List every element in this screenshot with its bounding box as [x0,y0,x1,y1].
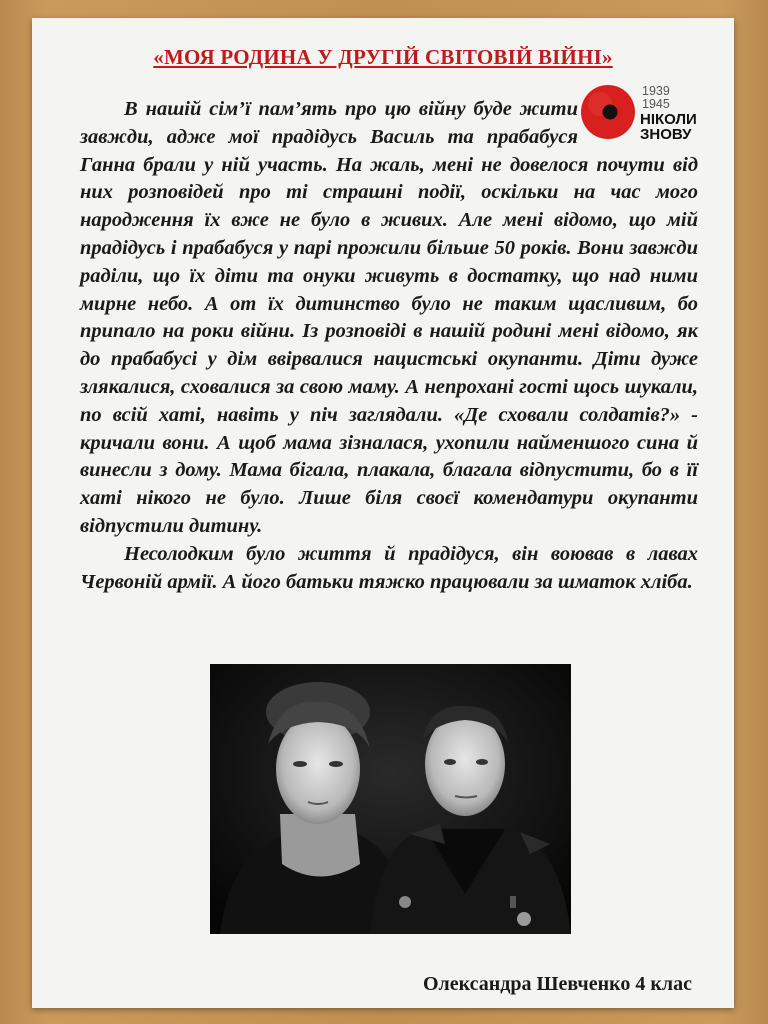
family-portrait-photo [210,664,571,934]
logo-year-end: 1945 [642,97,670,111]
essay-paragraph-1: В нашій сім’ї пам’ять про цю війну буде жити завжди, адже мої прадідусь Василь та прабабуся Ганна брали у ній участь. На жаль, мені не довелося почути від них розповідей про ті страшні події, оскільки на час мого народження їх вже не було в живих. Але мені відомо, що мій прадідусь і прабабуся у парі прожили більше 50 років. Вони завжди раділи, що їх діти та онуки живуть в достатку, що над ними мирне небо. А от їх дитинство було не таким щасливим, бо припало на роки війни. Із розповіді в нашій родині мені відомо, як до прабабусі у дім ввірвалися нацистські окупанти. Діти дуже злякалися, сховалися за свою маму. А непрохані гості щось шукали, по всій хаті, навіть у піч заглядали. «Де сховали солдатів?» - кричали вони. А щоб мама зізналася, ухопили найменшого сина й винесли з дому. Мама бігала, плакала, благала відпустити, бо в її хаті нікого не було. Лише біля своєї комендатури окупанти відпустили дитину. [80,98,698,537]
portrait-illustration [210,664,571,934]
logo-line-1: НІКОЛИ [640,111,697,128]
logo-spacer [578,96,698,150]
logo-line-2: ЗНОВУ [640,126,692,142]
author-signature: Олександра Шевченко 4 клас [422,973,692,995]
essay-body [80,96,698,596]
paper-sheet [32,18,734,1008]
essay-paragraph-2: Несолодким було життя й прадідуся, він воював в лавах Червоній армії. А його батьки тяжко працювали за шматок хліба. [80,542,698,593]
page-title: «МОЯ РОДИНА У ДРУГІЙ СВІТОВІЙ ВІЙНІ» [153,45,613,69]
logo-year-start: 1939 [642,84,670,98]
